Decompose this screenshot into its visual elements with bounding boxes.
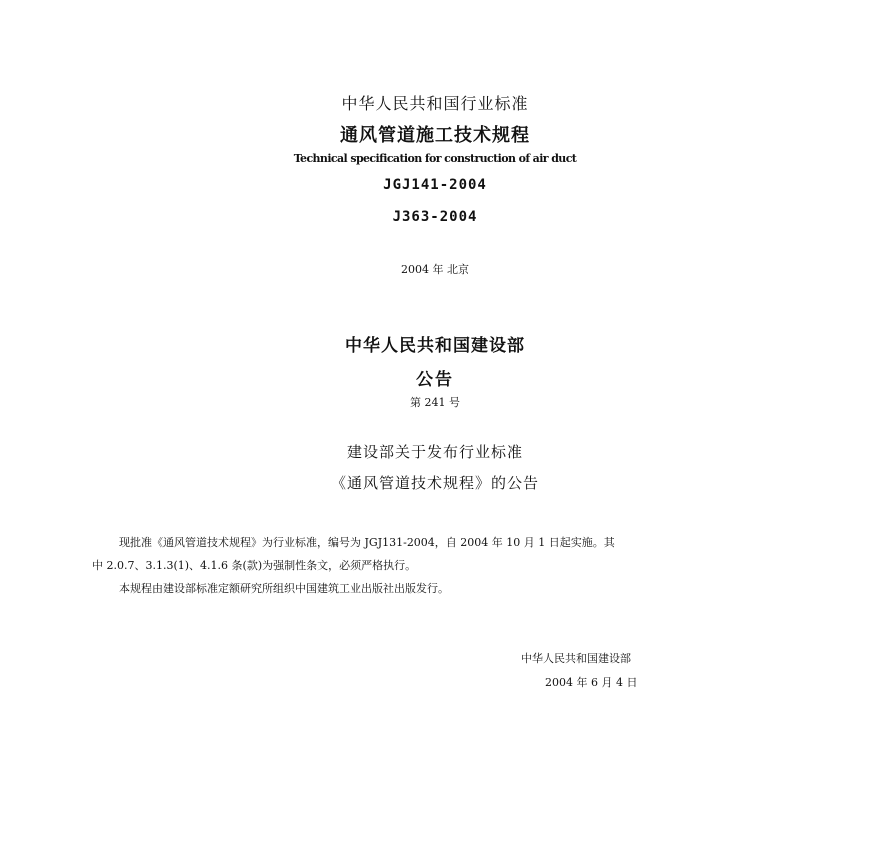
- standard-code-primary: JGJ141-2004: [383, 177, 487, 193]
- standard-code-secondary: J363-2004: [392, 209, 478, 225]
- body-paragraph1-line1: 现批准《通风管道技术规程》为行业标准，编号为 JGJ131-2004，自 2004 年 10 月 1 日起实施。其: [119, 536, 615, 549]
- document-title-cn: 通风管道施工技术规程: [340, 125, 530, 146]
- signature-issuer: 中华人民共和国建设部: [521, 652, 631, 665]
- announcement-number: 第 241 号: [410, 396, 460, 409]
- ministry-name: 中华人民共和国建设部: [345, 336, 525, 356]
- document-title-en: Technical specification for construction of air duct: [293, 152, 577, 165]
- announcement-heading: 公告: [416, 370, 454, 390]
- body-paragraph2: 本规程由建设部标准定额研究所组织中国建筑工业出版社出版发行。: [119, 582, 449, 595]
- announcement-subject-line2: 《通风管道技术规程》的公告: [330, 474, 539, 492]
- body-paragraph1-line2: 中 2.0.7、3.1.3(1)、4.1.6 条(款)为强制性条文，必须严格执行。: [92, 559, 417, 572]
- year-place: 2004 年 北京: [401, 263, 469, 276]
- signature-date: 2004 年 6 月 4 日: [545, 676, 638, 689]
- standard-type: 中华人民共和国行业标准: [341, 94, 529, 113]
- announcement-subject-line1: 建设部关于发布行业标准: [346, 443, 523, 461]
